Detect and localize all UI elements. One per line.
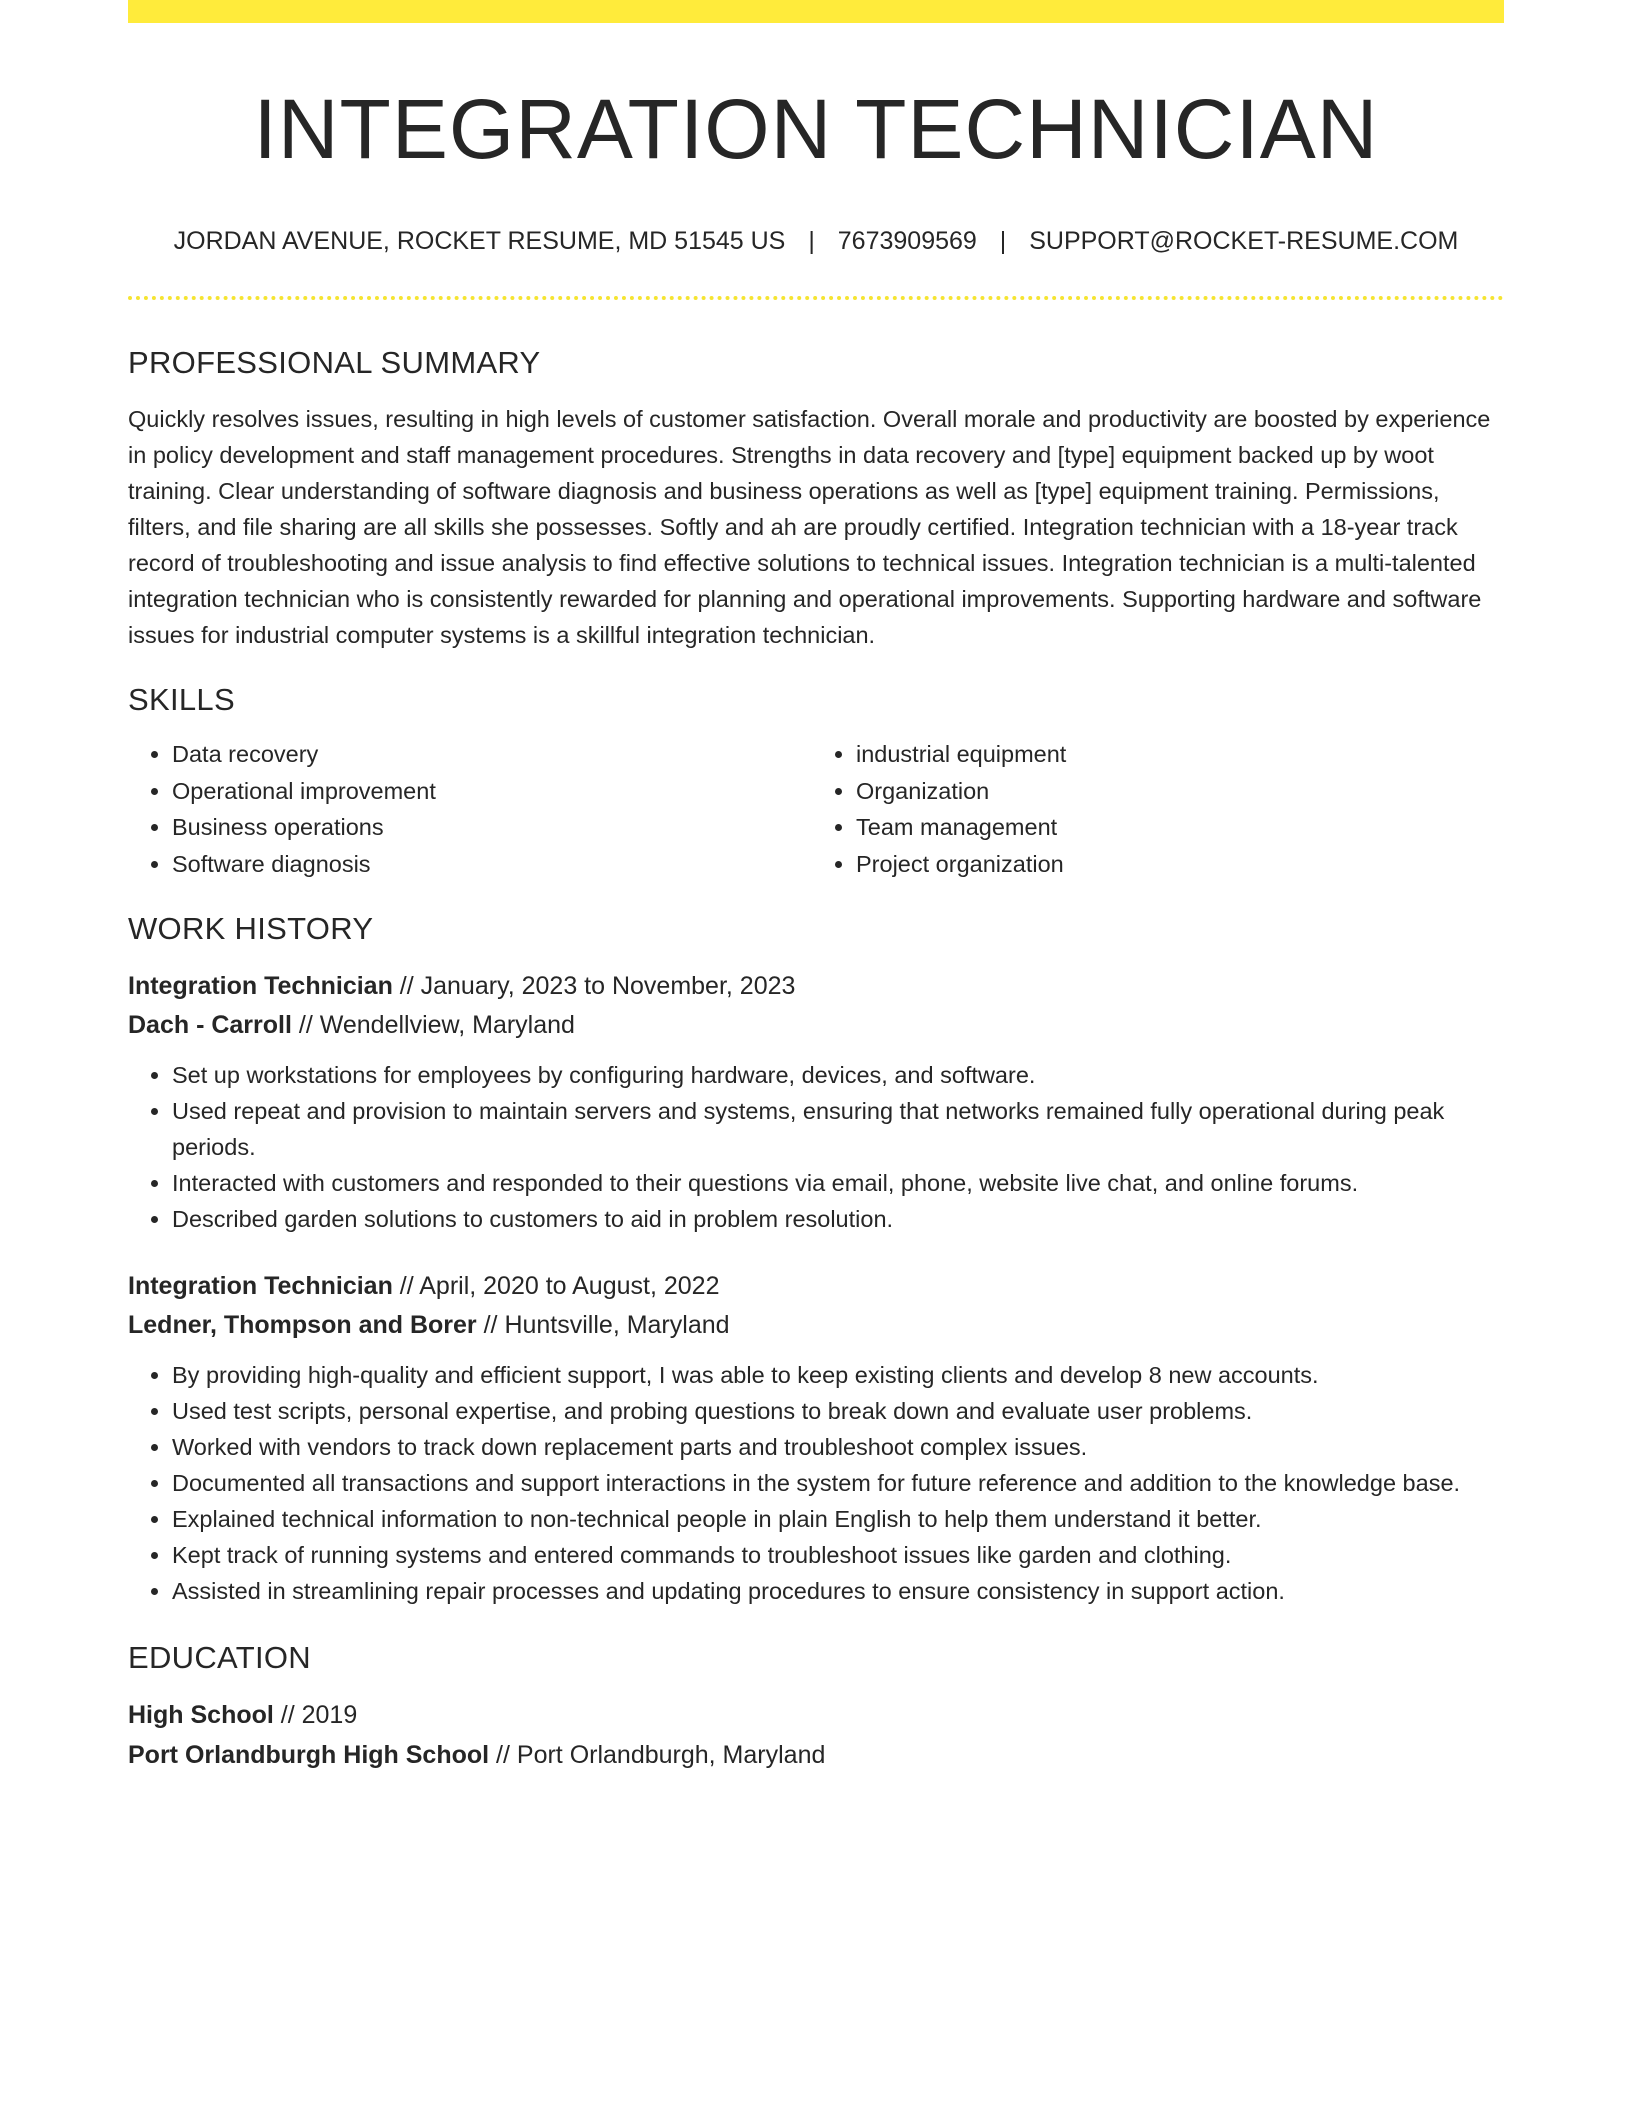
job-bullets [128, 1357, 1504, 1609]
contact-line [128, 225, 1504, 258]
job-dates: // April, 2020 to August, 2022 [392, 1272, 720, 1301]
education-school-line [128, 1735, 1504, 1775]
job-company: Ledner, Thompson and Borer [128, 1311, 477, 1340]
contact-email: SUPPORT@ROCKET-RESUME.COM [1029, 227, 1459, 256]
skill-item: • Project organization [856, 846, 1492, 883]
skills-column-left [128, 736, 808, 882]
skill-item: • Data recovery [172, 736, 808, 773]
job-bullet: • Described garden solutions to customers to aid in problem resolution. [172, 1201, 1504, 1237]
job-location: // Huntsville, Maryland [476, 1311, 730, 1340]
job-entry [128, 1267, 1504, 1609]
contact-separator: | [999, 227, 1007, 256]
work-history-heading: WORK HISTORY [128, 911, 374, 947]
skill-item: • Organization [856, 773, 1492, 810]
education-degree: High School [128, 1700, 274, 1729]
job-bullet: • Worked with vendors to track down replacement parts and troubleshoot complex issues. [172, 1429, 1504, 1465]
job-bullet: • Assisted in streamlining repair processes and updating procedures to ensure consistency in support action. [172, 1573, 1504, 1609]
education-year: // 2019 [273, 1700, 358, 1729]
job-bullets [128, 1057, 1504, 1237]
skills-heading: SKILLS [128, 682, 235, 718]
summary-text: Quickly resolves issues, resulting in high levels of customer satisfaction. Overall morale and productivity are boosted by experience in policy development and staff management procedures. Strengths in data recovery and [type] equipment backed up by woot training. Clear understanding of software diagnosis and business operations as well as [type] equipment training. Permissions, filters, and file sharing are all skills she possesses. Softly and ah are proudly certified. Integration technician with a 18-year track record of troubleshooting and issue analysis to find effective solutions to technical issues. Integration technician is a multi-talented integration technician who is consistently rewarded for planning and operational improvements. Supporting hardware and software issues for industrial computer systems is a skillful integration technician. [128, 406, 1491, 649]
job-bullet: • Explained technical information to non-technical people in plain English to help them understand it better. [172, 1501, 1504, 1537]
summary-heading: PROFESSIONAL SUMMARY [128, 344, 541, 380]
job-location: // Wendellview, Maryland [291, 1011, 575, 1040]
contact-phone: 7673909569 [837, 227, 977, 256]
education-heading: EDUCATION [128, 1640, 311, 1676]
job-bullet: • Documented all transactions and support interactions in the system for future reference and addition to the knowledge base. [172, 1465, 1504, 1501]
education-school: Port Orlandburgh High School [128, 1740, 490, 1769]
job-role: Integration Technician [128, 1272, 393, 1301]
job-bullet: • Set up workstations for employees by configuring hardware, devices, and software. [172, 1057, 1504, 1093]
job-role: Integration Technician [128, 972, 393, 1001]
job-bullet: • Used repeat and provision to maintain servers and systems, ensuring that networks remained fully operational during peak periods. [172, 1093, 1504, 1165]
job-bullet: • Interacted with customers and responded to their questions via email, phone, website live chat, and online forums. [172, 1165, 1504, 1201]
skill-item: • Team management [856, 809, 1492, 846]
job-dates: // January, 2023 to November, 2023 [392, 972, 796, 1001]
top-accent-bar [128, 0, 1504, 23]
contact-address: JORDAN AVENUE, ROCKET RESUME, MD 51545 US [173, 227, 786, 256]
skill-item: • Software diagnosis [172, 846, 808, 883]
skill-item: • industrial equipment [856, 736, 1492, 773]
job-bullet: • Used test scripts, personal expertise, and probing questions to break down and evaluate user problems. [172, 1393, 1504, 1429]
education-degree-line [128, 1695, 1504, 1735]
skill-item: • Operational improvement [172, 773, 808, 810]
job-role-line [128, 967, 1504, 1006]
job-role-line [128, 1267, 1504, 1306]
skill-item: • Business operations [172, 809, 808, 846]
education-location: // Port Orlandburgh, Maryland [489, 1740, 826, 1769]
contact-separator: | [808, 227, 815, 256]
job-entry [128, 967, 1504, 1237]
job-company-line [128, 1306, 1504, 1345]
resume-name-title: INTEGRATION TECHNICIAN [253, 82, 1379, 176]
skills-column-right [808, 736, 1492, 882]
job-company: Dach - Carroll [128, 1011, 292, 1040]
resume-page [128, 0, 1504, 1775]
job-bullet: • Kept track of running systems and entered commands to troubleshoot issues like garden and clothing. [172, 1537, 1504, 1573]
dotted-divider [128, 296, 1504, 300]
skills-list [128, 736, 1504, 882]
education-entry [128, 1695, 1504, 1775]
job-bullet: • By providing high-quality and efficient support, I was able to keep existing clients and develop 8 new accounts. [172, 1357, 1504, 1393]
job-company-line [128, 1006, 1504, 1045]
